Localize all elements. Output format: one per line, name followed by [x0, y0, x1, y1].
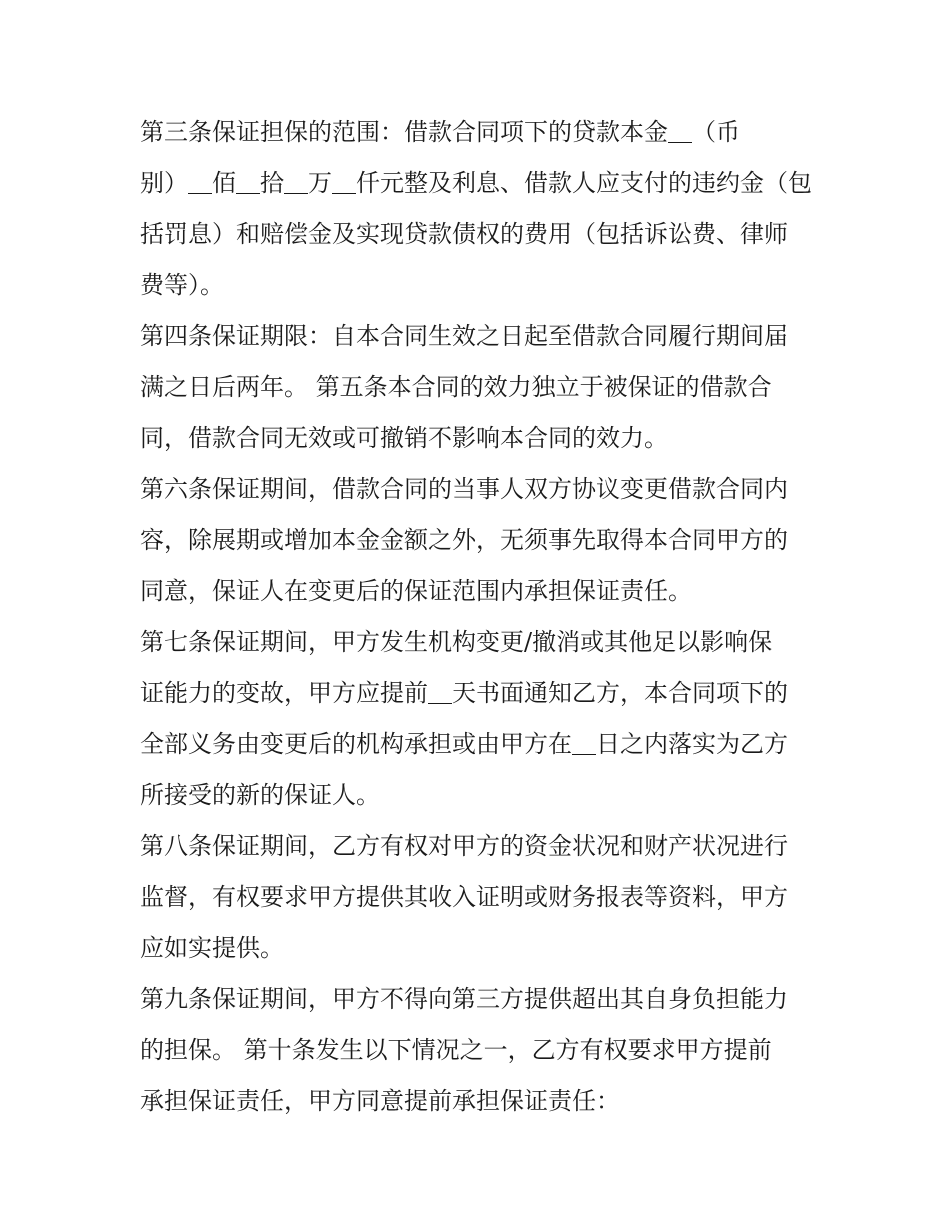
article-8-paragraph — [140, 821, 820, 974]
text-line: 同，借款合同无效或可撤销不影响本合同的效力。 — [140, 424, 668, 452]
text-line: 所接受的新的保证人。 — [140, 781, 380, 809]
text-line: 括罚息）和赔偿金及实现贷款债权的费用（包括诉讼费、律师 — [140, 220, 788, 248]
text-line: 别）＿佰＿拾＿万＿仟元整及利息、借款人应支付的违约金（包 — [140, 169, 812, 197]
text-line: 监督，有权要求甲方提供其收入证明或财务报表等资料，甲方 — [140, 883, 788, 911]
text-line: 第八条保证期间，乙方有权对甲方的资金状况和财产状况进行 — [140, 832, 788, 860]
text-line: 全部义务由变更后的机构承担或由甲方在＿日之内落实为乙方 — [140, 730, 788, 758]
text-line: 容，除展期或增加本金金额之外，无须事先取得本合同甲方的 — [140, 526, 788, 554]
article-3-paragraph — [140, 107, 820, 311]
text-line: 满之日后两年。 第五条本合同的效力独立于被保证的借款合 — [140, 373, 772, 401]
article-9-10-paragraph — [140, 974, 820, 1127]
text-line: 第四条保证期限：自本合同生效之日起至借款合同履行期间届 — [140, 322, 788, 350]
article-6-paragraph — [140, 464, 820, 617]
text-line: 的担保。 第十条发生以下情况之一，乙方有权要求甲方提前 — [140, 1036, 772, 1064]
text-line: 费等）。 — [140, 271, 224, 299]
text-line: 同意，保证人在变更后的保证范围内承担保证责任。 — [140, 577, 692, 605]
text-line: 应如实提供。 — [140, 934, 284, 962]
article-4-5-paragraph — [140, 311, 820, 464]
text-line: 证能力的变故，甲方应提前＿天书面通知乙方，本合同项下的 — [140, 679, 788, 707]
document-body — [140, 107, 820, 1127]
article-7-paragraph — [140, 617, 820, 821]
text-line: 第六条保证期间，借款合同的当事人双方协议变更借款合同内 — [140, 475, 788, 503]
text-line: 第九条保证期间，甲方不得向第三方提供超出其自身负担能力 — [140, 985, 788, 1013]
text-line: 承担保证责任，甲方同意提前承担保证责任： — [140, 1087, 620, 1115]
text-line: 第七条保证期间，甲方发生机构变更/撤消或其他足以影响保 — [140, 628, 773, 656]
text-line: 第三条保证担保的范围：借款合同项下的贷款本金＿（币 — [140, 118, 740, 146]
